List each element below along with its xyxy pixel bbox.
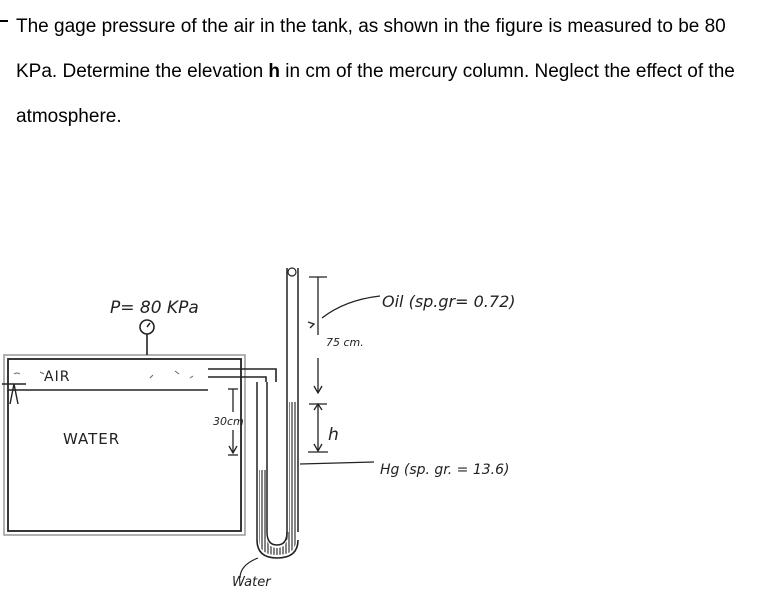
oil-leader-line (322, 296, 380, 318)
problem-variable-h: h (268, 61, 281, 82)
problem-statement (16, 4, 751, 139)
water-label: WATER (63, 430, 121, 448)
u-tube-bend (257, 532, 298, 558)
u-tube-left-leg (257, 382, 267, 540)
water-bottom-label: Water (232, 575, 271, 590)
dimension-75-label: 75 cm. (326, 336, 364, 349)
oil-label: Oil (sp.gr= 0.72) (382, 292, 516, 311)
dimension-h-label: h (328, 425, 339, 445)
air-label: AIR (44, 369, 71, 385)
dimension-75cm-and-h (308, 277, 328, 452)
u-tube-right-leg (287, 268, 298, 540)
water-level-marker (2, 384, 26, 404)
pressure-gauge-icon (140, 320, 154, 355)
problem-text-1: The gage pressure of the air in the tank, as shown in the figure is measured to be 80 KPa. Determine the elevation (16, 16, 726, 82)
problem-text-2: in cm of the mercury column. Neglect the effect of the atmosphere. (16, 61, 735, 127)
hg-label: Hg (sp. gr. = 13.6) (380, 462, 510, 478)
tank (4, 355, 245, 535)
dimension-30-label: 30cm (213, 415, 244, 428)
hg-leader-line (300, 462, 374, 464)
pressure-label: P= 80 KPa (110, 298, 199, 318)
bullet-mark (0, 20, 8, 22)
manometer-figure (0, 250, 762, 601)
connecting-pipe (208, 369, 276, 382)
